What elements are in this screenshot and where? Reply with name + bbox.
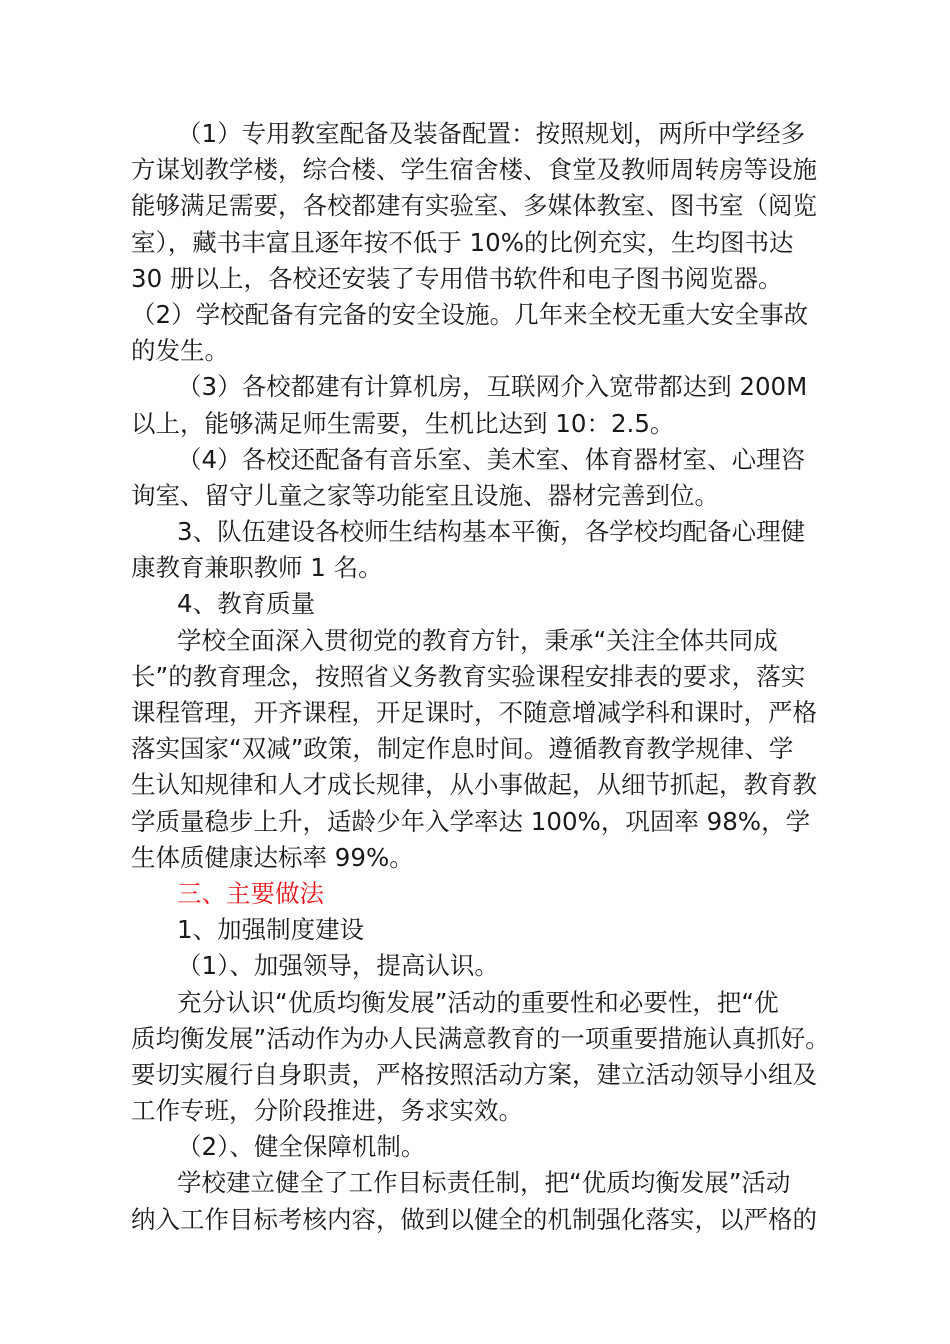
text-line: 的发生。 — [131, 336, 229, 366]
text-line: 能够满足需要，各校都建有实验室、多媒体教室、图书室（阅览 — [131, 191, 817, 221]
text-line: 质均衡发展”活动作为办人民满意教育的一项重要措施认真抓好。 — [131, 1023, 830, 1053]
text-line: 生认知规律和人才成长规律，从小事做起，从细节抓起，教育教 — [131, 770, 817, 800]
text-line: 纳入工作目标考核内容，做到以健全的机制强化落实，以严格的 — [131, 1204, 817, 1234]
document-page — [131, 116, 853, 1238]
text-line: （2）、健全保障机制。 — [177, 1132, 426, 1162]
text-line: 要切实履行自身职责，严格按照活动方案，建立活动领导小组及 — [131, 1059, 817, 1089]
text-line: 落实国家“双减”政策，制定作息时间。遵循教育教学规律、学 — [131, 734, 794, 764]
text-line: 3、队伍建设各校师生结构基本平衡，各学校均配备心理健 — [177, 517, 806, 547]
text-line: 1、加强制度建设 — [177, 915, 365, 945]
text-line: 充分认识“优质均衡发展”活动的重要性和必要性，把“优 — [177, 987, 779, 1017]
text-line: 长”的教育理念，按照省义务教育实验课程安排表的要求，落实 — [131, 661, 806, 691]
text-line: 康教育兼职教师 1 名。 — [131, 553, 383, 583]
text-line: 30 册以上，各校还安装了专用借书软件和电子图书阅览器。 — [131, 263, 783, 293]
text-line: 以上，能够满足师生需要，生机比达到 10：2.5。 — [131, 408, 675, 438]
text-line: （1）专用教室配备及装备配置：按照规划，两所中学经多 — [177, 119, 806, 148]
text-line: 学校建立健全了工作目标责任制，把“优质均衡发展”活动 — [177, 1168, 791, 1198]
text-line: （3）各校都建有计算机房，互联网介入宽带都达到 200M — [177, 372, 808, 402]
text-line: 工作专班，分阶段推进，务求实效。 — [131, 1096, 523, 1126]
text-line: （1）、加强领导，提高认识。 — [177, 951, 499, 981]
text-line: 室），藏书丰富且逐年按不低于 10%的比例充实，生均图书达 — [131, 227, 794, 257]
text-line: 询室、留守儿童之家等功能室且设施、器材完善到位。 — [131, 480, 719, 510]
text-line: 课程管理，开齐课程，开足课时，不随意增减学科和课时，严格 — [131, 698, 817, 727]
text-line: （2）学校配备有完备的安全设施。几年来全校无重大安全事故 — [131, 299, 809, 329]
text-line: 方谋划教学楼，综合楼、学生宿舍楼、食堂及教师周转房等设施 — [131, 155, 817, 185]
text-line: 学校全面深入贯彻党的教育方针，秉承“关注全体共同成 — [177, 625, 778, 655]
text-line: 学质量稳步上升，适龄少年入学率达 100%，巩固率 98%，学 — [131, 806, 811, 836]
section-heading: 三、主要做法 — [177, 878, 324, 908]
text-line: （4）各校还配备有音乐室、美术室、体育器材室、心理咨 — [177, 444, 806, 474]
text-line: 生体质健康达标率 99%。 — [131, 842, 414, 872]
text-line: 4、教育质量 — [177, 589, 316, 619]
